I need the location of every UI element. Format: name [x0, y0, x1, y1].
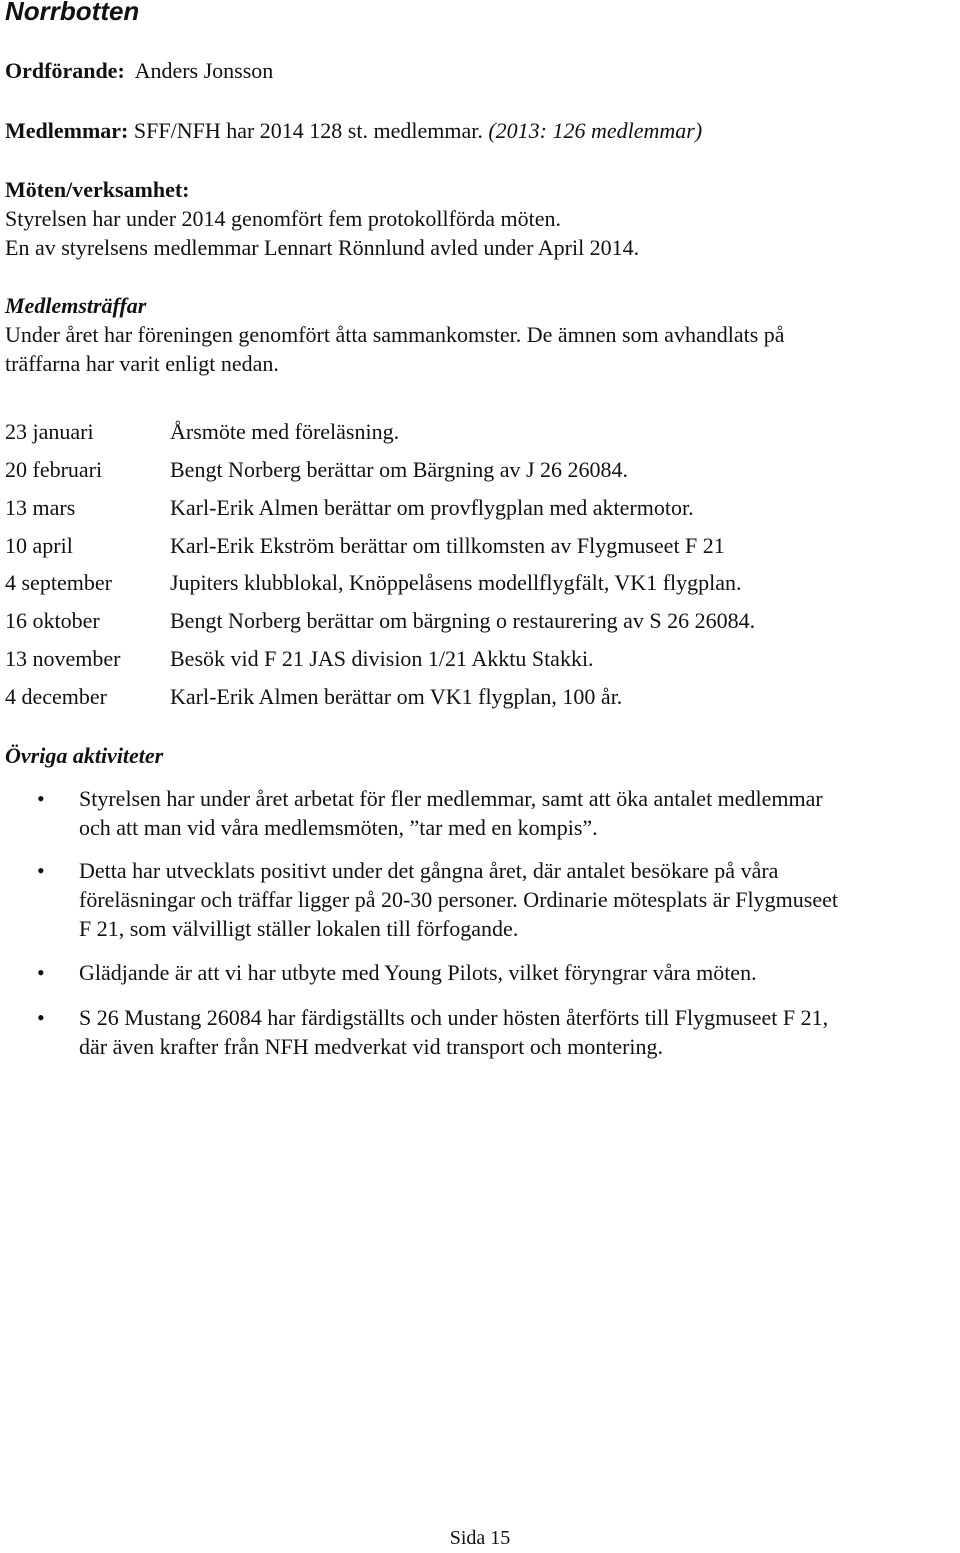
gatherings-line: träffarna har varit enligt nedan. — [5, 351, 279, 376]
schedule-row — [5, 682, 905, 712]
meetings-line: En av styrelsens medlemmar Lennart Rönnlund avled under April 2014. — [5, 235, 640, 260]
list-item — [37, 856, 937, 946]
bullet-icon: • — [37, 960, 45, 985]
schedule-row — [5, 644, 905, 674]
list-item-text — [79, 856, 960, 943]
list-item — [37, 784, 937, 844]
list-item-line: Detta har utvecklats positivt under det gångna året, där antalet besökare på våra — [79, 858, 779, 883]
schedule-topic: Bengt Norberg berättar om Bärgning av J 26 26084. — [170, 457, 629, 482]
schedule-topic: Karl-Erik Almen berättar om provflygplan med aktermotor. — [170, 495, 694, 520]
gatherings-heading: Medlemsträffar — [5, 293, 147, 318]
schedule-date: 13 mars — [5, 495, 76, 520]
list-item-line: Glädjande är att vi har utbyte med Young Pilots, vilket föryngrar våra möten. — [79, 960, 757, 985]
schedule-row — [5, 606, 905, 636]
schedule-date: 23 januari — [5, 419, 94, 444]
schedule-date: 10 april — [5, 533, 73, 558]
schedule-row — [5, 493, 905, 523]
list-item-line: föreläsningar och träffar ligger på 20-30 personer. Ordinarie mötesplats är Flygmuseet — [79, 887, 838, 912]
schedule-row — [5, 417, 905, 447]
bullet-icon: • — [37, 786, 45, 811]
list-item-line: där även krafter från NFH medverkat vid transport och montering. — [79, 1034, 664, 1059]
list-item — [37, 1003, 937, 1063]
chair-label: Ordförande: — [5, 58, 125, 83]
schedule-topic: Besök vid F 21 JAS division 1/21 Akktu Stakki. — [170, 646, 594, 671]
bullet-icon: • — [37, 1005, 45, 1030]
meetings-heading: Möten/verksamhet: — [5, 177, 190, 202]
members-value: SFF/NFH har 2014 128 st. medlemmar. — [133, 118, 483, 143]
schedule-topic: Bengt Norberg berättar om bärgning o restaurering av S 26 26084. — [170, 608, 756, 633]
list-item-text — [79, 784, 960, 842]
schedule-date: 4 september — [5, 570, 112, 595]
schedule-date: 13 november — [5, 646, 121, 671]
schedule-date: 20 februari — [5, 457, 103, 482]
schedule-row — [5, 455, 905, 485]
region-title: Norrbotten — [5, 0, 140, 26]
members-line — [5, 116, 702, 145]
other-heading: Övriga aktiviteter — [5, 743, 164, 768]
schedule-topic: Jupiters klubblokal, Knöppelåsens modellflygfält, VK1 flygplan. — [170, 570, 742, 595]
page-number: Sida 15 — [449, 1527, 511, 1549]
list-item-line: och att man vid våra medlemsmöten, ”tar med en kompis”. — [79, 815, 598, 840]
chair-value: Anders Jonsson — [134, 58, 274, 83]
list-item-text — [79, 1003, 960, 1061]
schedule-topic: Karl-Erik Almen berättar om VK1 flygplan, 100 år. — [170, 684, 623, 709]
members-label: Medlemmar: — [5, 118, 129, 143]
meetings-line: Styrelsen har under 2014 genomfört fem protokollförda möten. — [5, 206, 561, 231]
members-note: (2013: 126 medlemmar) — [488, 118, 703, 143]
list-item-line: S 26 Mustang 26084 har färdigställts och under hösten återförts till Flygmuseet F 21, — [79, 1005, 829, 1030]
bullet-icon: • — [37, 858, 45, 883]
schedule-topic: Årsmöte med föreläsning. — [170, 419, 400, 444]
schedule-row — [5, 531, 905, 561]
list-item — [37, 958, 937, 988]
chair-line — [5, 56, 273, 85]
schedule-date: 16 oktober — [5, 608, 100, 633]
schedule-topic: Karl-Erik Ekström berättar om tillkomsten av Flygmuseet F 21 — [170, 533, 725, 558]
schedule-date: 4 december — [5, 684, 107, 709]
list-item-text — [79, 958, 960, 987]
gatherings-line: Under året har föreningen genomfört åtta sammankomster. De ämnen som avhandlats på — [5, 322, 785, 347]
list-item-line: Styrelsen har under året arbetat för fler medlemmar, samt att öka antalet medlemmar — [79, 786, 823, 811]
list-item-line: F 21, som välvilligt ställer lokalen till förfogande. — [79, 916, 519, 941]
schedule-row — [5, 568, 905, 598]
